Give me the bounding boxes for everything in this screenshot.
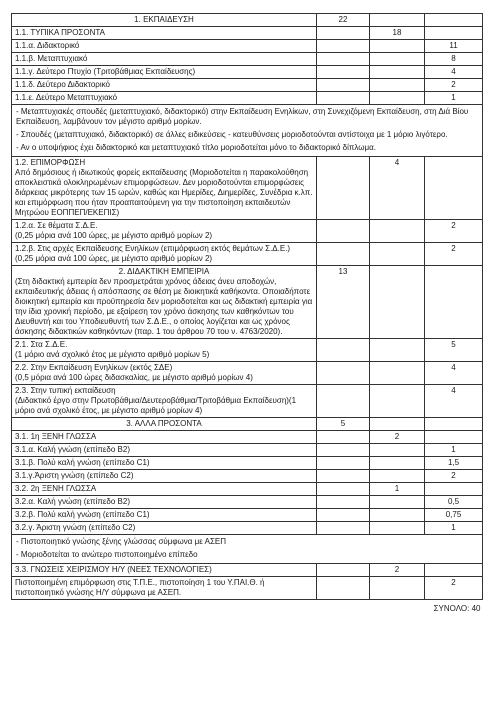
empty-cell <box>317 66 370 79</box>
row-label: 1.1.β. Μεταπτυχιακό <box>12 53 317 66</box>
table-row-second-language <box>12 483 483 496</box>
empty-cell <box>317 243 370 266</box>
row-label: 3.1.β. Πολύ καλή γνώση (επίπεδο C1) <box>12 457 317 470</box>
empty-cell <box>370 362 425 385</box>
table-row <box>12 243 483 266</box>
empty-cell <box>425 157 483 220</box>
table-row <box>12 362 483 385</box>
empty-cell <box>370 243 425 266</box>
notes-cell <box>12 535 483 564</box>
empty-cell <box>370 385 425 418</box>
row-label <box>12 339 317 362</box>
table-row <box>12 66 483 79</box>
empty-cell <box>370 496 425 509</box>
item-points: 4 <box>425 66 483 79</box>
item-points: 5 <box>425 339 483 362</box>
section-points: 22 <box>317 14 370 27</box>
row-label: 1. ΕΚΠΑΙΔΕΥΣΗ <box>12 14 317 27</box>
item-points: 2 <box>425 220 483 243</box>
note-text: - Αν ο υποψήφιος έχει διδακτορικό και μεταπτυχιακό τίτλο μοριοδοτείται μόνο το διδακτορικό δίπλωμα. <box>16 143 376 152</box>
empty-cell <box>317 92 370 105</box>
empty-cell <box>317 79 370 92</box>
table-row-total <box>12 600 483 615</box>
table-row-notes-education <box>12 105 483 157</box>
row-label <box>12 243 317 266</box>
empty-cell <box>370 339 425 362</box>
item-points: 8 <box>425 53 483 66</box>
row-label: 3.2. 2η ΞΕΝΗ ΓΛΩΣΣΑ <box>12 483 317 496</box>
row-title: 1.2.α. Σε θέματα Σ.Δ.Ε. <box>15 221 98 230</box>
item-points: 2 <box>425 470 483 483</box>
row-label: 1.1.ε. Δεύτερο Μεταπτυχιακό <box>12 92 317 105</box>
empty-cell <box>370 418 425 431</box>
table-row-first-language <box>12 431 483 444</box>
item-points: 1 <box>425 444 483 457</box>
row-label <box>12 220 317 243</box>
empty-cell <box>317 496 370 509</box>
empty-cell <box>370 53 425 66</box>
section-points: 13 <box>317 266 370 339</box>
empty-cell <box>370 577 425 600</box>
item-points: 0,5 <box>425 496 483 509</box>
scoring-table <box>11 13 483 614</box>
row-label: 3. ΑΛΛΑ ΠΡΟΣΟΝΤΑ <box>12 418 317 431</box>
empty-cell <box>317 385 370 418</box>
row-label: 3.1.α. Καλή γνώση (επίπεδο Β2) <box>12 444 317 457</box>
table-row-notes-languages <box>12 535 483 564</box>
table-row-training <box>12 157 483 220</box>
empty-cell <box>370 457 425 470</box>
row-label: 1.1.α. Διδακτορικό <box>12 40 317 53</box>
table-row-education <box>12 14 483 27</box>
subsection-points: 18 <box>370 27 425 40</box>
item-points: 4 <box>425 362 483 385</box>
row-description: (0,25 μόρια ανά 100 ώρες, με μέγιστο αριθμό μορίων 2) <box>15 231 213 240</box>
table-row <box>12 79 483 92</box>
empty-cell <box>317 339 370 362</box>
row-description: (0,5 μόρια ανά 100 ώρες διδασκαλίας, με μέγιστο αριθμό μορίων 4) <box>15 373 253 382</box>
item-points: 2 <box>425 243 483 266</box>
empty-cell <box>370 522 425 535</box>
row-description: (Διδακτικό έργο στην Πρωτοβάθμια/Δευτεροβάθμια/Τριτοβάθμια Εκπαίδευση)(1 μόριο ανά σχολικό έτος, με μέγιστο αριθμό μορίων 4) <box>15 396 297 415</box>
subsection-points: 2 <box>370 564 425 577</box>
row-title: 1.2. ΕΠΙΜΟΡΦΩΣΗ <box>15 158 86 167</box>
table-row <box>12 522 483 535</box>
row-title: 2.1. Στα Σ.Δ.Ε. <box>15 340 68 349</box>
row-title: 2.2. Στην Εκπαίδευση Ενηλίκων (εκτός ΣΔΕ) <box>15 363 173 372</box>
section-points: 5 <box>317 418 370 431</box>
empty-cell <box>370 220 425 243</box>
row-label: 3.1.γ.Άριστη γνώση (επίπεδο C2) <box>12 470 317 483</box>
item-points: 11 <box>425 40 483 53</box>
table-row <box>12 92 483 105</box>
empty-cell <box>425 14 483 27</box>
row-label <box>12 157 317 220</box>
item-points: 4 <box>425 385 483 418</box>
row-label: 1.1.γ. Δεύτερο Πτυχίο (Τριτοβάθμιας Εκπαίδευσης) <box>12 66 317 79</box>
total-score: ΣΥΝΟΛΟ: 40 <box>433 604 481 613</box>
table-row <box>12 385 483 418</box>
note-text: - Μεταπτυχιακές σπουδές (μεταπτυχιακό, διδακτορικό) στην Εκπαίδευση Ενηλίκων, στη Συνεχιζόμενη Εκπαίδευση, στη Διά Βίου Εκπαίδευση, λαμβάνουν τον μέγιστο αριθμό μορίων. <box>16 107 469 126</box>
empty-cell <box>317 157 370 220</box>
table-row-other-qualifications <box>12 418 483 431</box>
empty-cell <box>317 444 370 457</box>
item-points: 2 <box>425 577 483 600</box>
empty-cell <box>317 220 370 243</box>
row-label <box>12 385 317 418</box>
table-row <box>12 470 483 483</box>
row-label: 3.2.α. Καλή γνώση (επίπεδο Β2) <box>12 496 317 509</box>
table-row-computer-skills <box>12 564 483 577</box>
row-label: 1.1. ΤΥΠΙΚΑ ΠΡΟΣΟΝΤΑ <box>12 27 317 40</box>
row-label <box>12 266 317 339</box>
empty-cell <box>370 266 425 339</box>
row-description: (0,25 μόρια ανά 100 ώρες, με μέγιστο αριθμό μορίων 2) <box>15 254 213 263</box>
empty-cell <box>317 522 370 535</box>
row-label: 3.2.β. Πολύ καλή γνώση (επίπεδο C1) <box>12 509 317 522</box>
row-description: Από δημόσιους ή ιδιωτικούς φορείς εκπαίδευσης (Μοριοδοτείται η παρακολούθηση αποκλειστικά ολοκληρωμένων επιμορφώσεων. Δεν μοριοδοτούνται επιμορφώσεις διάρκειας μικρότερης των 15 ωρών, καθώς και Ημερίδες, Διημερίδες, Συνέδρια κ.λπ. και επιμόρφωση που ήταν προαπαιτούμενη για την πιστοποίηση εκπαιδευτών Μητρώου ΕΟΠΠΕΠ/ΕΚΕΠΙΣ) <box>15 168 313 217</box>
table-row <box>12 444 483 457</box>
subsection-points: 4 <box>370 157 425 220</box>
row-title: 1.2.β. Στις αρχές Εκπαίδευσης Ενηλίκων (επιμόρφωση εκτός θεμάτων Σ.Δ.Ε.) <box>15 244 291 253</box>
empty-cell <box>317 509 370 522</box>
empty-cell <box>317 457 370 470</box>
empty-cell <box>317 564 370 577</box>
empty-cell <box>370 14 425 27</box>
empty-cell <box>317 577 370 600</box>
item-points: 1 <box>425 92 483 105</box>
table-row <box>12 509 483 522</box>
table-row <box>12 339 483 362</box>
item-points: 1 <box>425 522 483 535</box>
row-label <box>12 362 317 385</box>
empty-cell <box>317 27 370 40</box>
notes-cell <box>12 105 483 157</box>
table-row-teaching-experience <box>12 266 483 339</box>
empty-cell <box>370 79 425 92</box>
empty-cell <box>425 418 483 431</box>
item-points: 1,5 <box>425 457 483 470</box>
empty-cell <box>317 431 370 444</box>
empty-cell <box>425 266 483 339</box>
table-row <box>12 577 483 600</box>
scoring-table-sheet <box>11 13 482 614</box>
note-text: - Πιστοποιητικό γνώσης ξένης γλώσσας σύμφωνα με ΑΣΕΠ <box>16 537 226 546</box>
row-description: (1 μόριο ανά σχολικό έτος με μέγιστο αριθμό μορίων 5) <box>15 350 210 359</box>
empty-cell <box>370 444 425 457</box>
table-row <box>12 457 483 470</box>
table-row <box>12 53 483 66</box>
table-row <box>12 220 483 243</box>
row-label: 1.1.δ. Δεύτερο Διδακτορικό <box>12 79 317 92</box>
subsection-points: 2 <box>370 431 425 444</box>
row-title: 2.3. Στην τυπική εκπαίδευση <box>15 386 116 395</box>
item-points: 0,75 <box>425 509 483 522</box>
table-row-formal-qualifications <box>12 27 483 40</box>
empty-cell <box>317 483 370 496</box>
row-label: 3.3. ΓΝΩΣΕΙΣ ΧΕΙΡΙΣΜΟΥ Η/Υ (ΝΕΕΣ ΤΕΧΝΟΛΟΓΙΕΣ) <box>12 564 317 577</box>
row-description: (Στη διδακτική εμπειρία δεν προσμετράται χρόνος άδειας άνευ αποδοχών, εκπαιδευτικής άδειας ή απόσπασης σε θέση με διοικητικά καθήκοντα. Οποιαδήποτε διοικητική εμπειρία και προϋπηρεσία δεν μοριοδοτείται και ως διδακτική εμπειρία για την ίδια χρονική περίοδο, με εξαίρεση τον χρόνο άσκησης των καθηκόντων του Διευθυντή και του Υποδιευθυντή των Σ.Δ.Ε., ο οποίος λογίζεται και ως χρόνος άσκησης διδακτικών καθηκόντων (παρ. 1 του άρθρου 70 του ν. 4763/2020). <box>15 277 313 336</box>
empty-cell <box>425 564 483 577</box>
empty-cell <box>425 431 483 444</box>
empty-cell <box>370 40 425 53</box>
table-row <box>12 496 483 509</box>
empty-cell <box>370 509 425 522</box>
empty-cell <box>370 66 425 79</box>
row-label: 3.2.γ. Άριστη γνώση (επίπεδο C2) <box>12 522 317 535</box>
subsection-points: 1 <box>370 483 425 496</box>
row-title: 2. ΔΙΔΑΚΤΙΚΗ ΕΜΠΕΙΡΙΑ <box>118 267 210 276</box>
table-row <box>12 40 483 53</box>
row-label: 3.1. 1η ΞΕΝΗ ΓΛΩΣΣΑ <box>12 431 317 444</box>
note-text: - Σπουδές (μεταπτυχιακό, διδακτορικό) σε άλλες ειδικεύσεις - κατευθύνσεις μοριοδοτούνται αντίστοιχα με 1 μόριο λιγότερο. <box>16 130 448 139</box>
empty-cell <box>370 470 425 483</box>
empty-cell <box>370 92 425 105</box>
empty-cell <box>425 27 483 40</box>
empty-cell <box>425 483 483 496</box>
empty-cell <box>317 470 370 483</box>
empty-cell <box>317 40 370 53</box>
empty-cell <box>317 362 370 385</box>
note-text: - Μοριοδοτείται το ανώτερο πιστοποιημένο επίπεδο <box>16 550 198 559</box>
empty-cell <box>317 53 370 66</box>
item-points: 2 <box>425 79 483 92</box>
row-label: Πιστοποιημένη επιμόρφωση στις Τ.Π.Ε., πιστοποίηση 1 του Υ.ΠΑΙ.Θ. ή πιστοποιητικό γνώσης Η/Υ σύμφωνα με ΑΣΕΠ. <box>12 577 317 600</box>
